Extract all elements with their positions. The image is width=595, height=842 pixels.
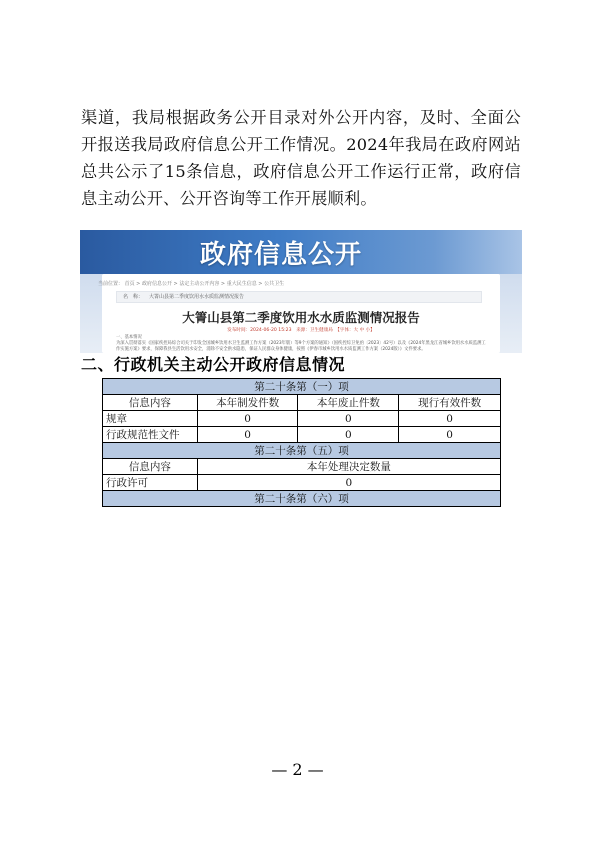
report-body-line: 为深入贯彻落实《国家疾控局综合司关于印发全国城乡饮用水卫生监测工作方案（2023年版）等9个方案的通知》（国疾控综卫免函〔2023〕42号）以及《2024年黑龙江省城乡饮用水水质监测工作实施方案》要求，保障我县生活饮用水安全，消除不安全供水隐患，保证人民群众身体健康，按照《伊春市城乡饮用水水质监测工作方案（2024版）》文件要求。 (116, 341, 486, 353)
header-cell: 本年废止件数 (298, 395, 399, 411)
value-cell: 0 (197, 411, 298, 427)
report-body-line: 一、基本情况 (116, 335, 142, 340)
section-cell: 第二十条第（六）项 (103, 491, 501, 507)
header-cell: 本年处理决定数量 (197, 459, 500, 475)
value-cell: 0 (298, 411, 399, 427)
page-number: — 2 — (271, 760, 324, 779)
value-cell: 0 (399, 427, 501, 443)
row-label-cell: 行政规范性文件 (103, 427, 198, 443)
section-heading: 二、行政机关主动公开政府信息情况 (81, 355, 346, 374)
name-bar (116, 291, 482, 303)
disclosure-table (102, 378, 501, 507)
header-cell: 本年制发件数 (197, 395, 298, 411)
section-cell: 第二十条第（五）项 (103, 443, 501, 459)
banner-title: 政府信息公开 (200, 240, 363, 270)
table-section-row (103, 379, 501, 395)
row-label-cell: 规章 (103, 411, 198, 427)
table-section-row (103, 443, 501, 459)
table-row (103, 475, 501, 491)
table-row (103, 411, 501, 427)
table-section-row (103, 491, 501, 507)
name-label: 名 称： (123, 294, 144, 300)
row-label-cell: 行政许可 (103, 475, 198, 491)
report-title: 大箐山县第二季度饮用水水质监测情况报告 (182, 310, 420, 325)
header-cell: 现行有效件数 (399, 395, 501, 411)
table-header-row (103, 395, 501, 411)
website-screenshot (80, 230, 522, 353)
body-paragraph: 渠道，我局根据政务公开目录对外公开内容，及时、全面公开报送我局政府信息公开工作情况。2024年我局在政府网站总共公示了15条信息，政府信息公开工作运行正常，政府信息主动公开、公开咨询等工作开展顺利。 (81, 108, 521, 208)
header-cell: 信息内容 (103, 459, 198, 475)
breadcrumb: 当前位置： 首页 > 政府信息公开 > 法定主动公开内容 > 重大民生信息 > 公共卫生 (98, 281, 285, 287)
table-row (103, 427, 501, 443)
name-value: 大箐山县第二季度饮用水水质监测情况报告 (149, 294, 245, 300)
report-meta: 发布时间：2024-06-20 15:23 来源：卫生健康局 【字体：大 中 小】 (227, 328, 375, 333)
value-cell: 0 (298, 427, 399, 443)
value-cell: 0 (197, 475, 500, 491)
header-cell: 信息内容 (103, 395, 198, 411)
table-header-row (103, 459, 501, 475)
value-cell: 0 (399, 411, 501, 427)
value-cell: 0 (197, 427, 298, 443)
screenshot-banner (80, 230, 522, 274)
report-body (116, 335, 488, 353)
section-cell: 第二十条第（一）项 (103, 379, 501, 395)
